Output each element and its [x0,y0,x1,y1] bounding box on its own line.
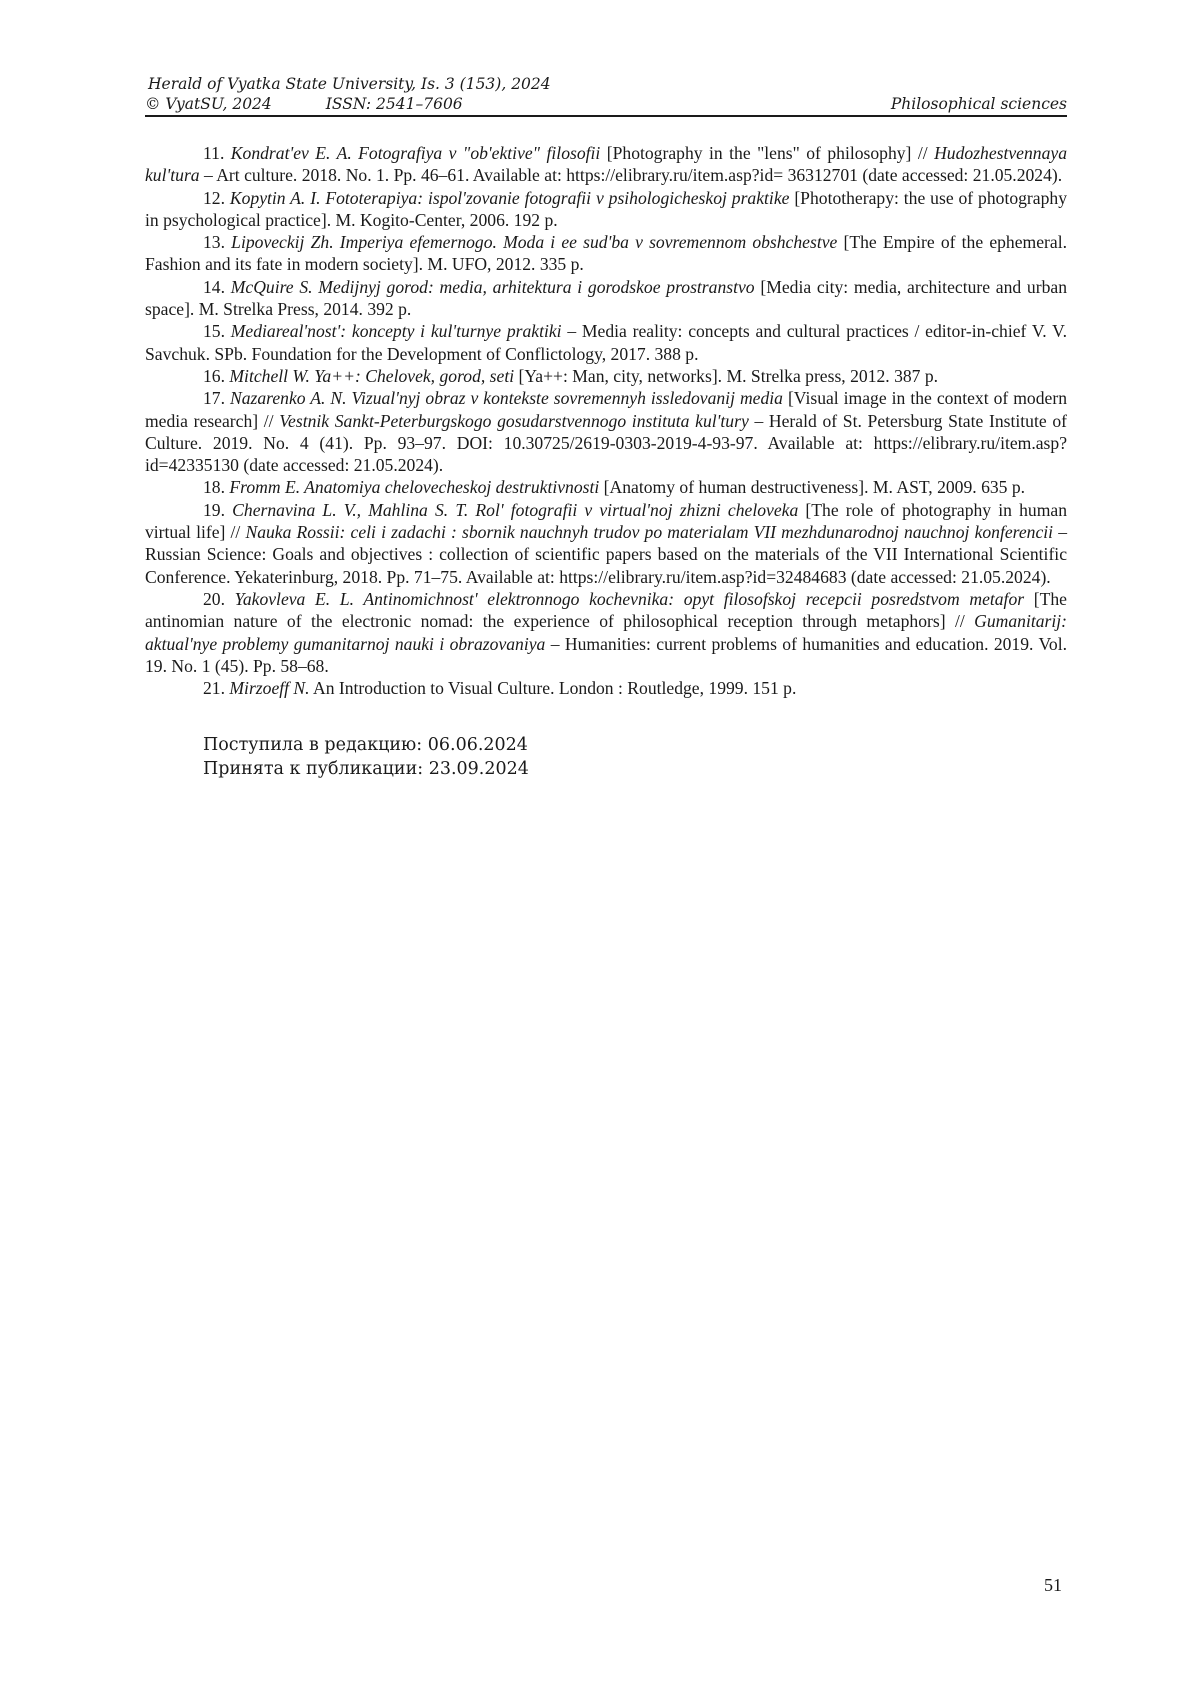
reference-number: 18. [203,477,225,498]
reference-item [145,677,1067,699]
reference-item [145,387,1067,476]
reference-text: [Anatomy of human destructiveness]. M. AST, 2009. 635 p. [599,477,1026,498]
reference-number: 13. [203,232,225,253]
submission-dates [203,733,1067,781]
reference-journal: Gumanitarij: aktual'nye problemy gumanitarnoj nauki i obrazovaniya [145,611,1067,654]
running-header [145,74,1067,117]
reference-author-title: Lipoveckij Zh. Imperiya efemernogo. Moda i ee sud'ba v sovremennom obshchestve [231,232,838,253]
reference-journal: Vestnik Sankt-Peterburgskogo gosudarstvennogo instituta kul'tury [279,410,749,431]
header-meta-line [145,94,1067,114]
reference-item [145,142,1067,187]
reference-author-title: Chernavina L. V., Mahlina S. T. Rol' fotografii v virtual'noj zhizni cheloveka [232,499,799,520]
reference-item [145,499,1067,588]
reference-number: 21. [203,678,225,699]
reference-text: [Photography in the "lens" of philosophy] // [600,143,935,163]
reference-journal: Nauka Rossii: celi i zadachi : sbornik nauchnyh trudov po materialam VII mezhdunarodnoj nauchnoj konferencii [245,522,1054,543]
reference-text: [The antinomian nature of the electronic nomad: the experience of philosophical reception through metaphors] // [145,588,1067,632]
reference-text: [Ya++: Man, city, networks]. M. Strelka press, 2012. 387 p. [514,365,939,386]
reference-text: [Visual image in the context of modern media research] // [145,388,1067,431]
reference-number: 14. [203,276,225,297]
section-name: Philosophical sciences [890,95,1067,113]
accepted-date: Принята к публикации: 23.09.2024 [203,759,529,780]
reference-text: [The role of photography in human virtual life] // [145,499,1067,543]
reference-number: 17. [203,388,225,409]
reference-number: 15. [203,321,225,342]
reference-author-title: Kopytin A. I. Fototerapiya: ispol'zovanie fotografii v psihologicheskoj praktike [229,187,790,208]
reference-item [145,320,1067,365]
reference-number: 12. [203,187,225,208]
reference-item [145,476,1067,498]
reference-number: 19. [203,499,225,520]
reference-author-title: Nazarenko A. N. Vizual'nyj obraz v kontekste sovremennyh issledovanij media [230,388,783,409]
reference-author-title: Kondrat'ev E. A. Fotografiya v "ob'ektive" filosofii [230,143,601,163]
reference-author-title: Mitchell W. Ya++: Chelovek, gorod, seti [229,365,515,386]
reference-text: [Media city: media, architecture and urban space]. M. Strelka Press, 2014. 392 p. [145,276,1067,320]
reference-number: 11. [203,143,225,163]
reference-author-title: Fromm E. Anatomiya chelovecheskoj destruktivnosti [229,477,600,498]
reference-text-continued: – Russian Science: Goals and objectives : collection of scientific papers based on the materials of the VII International Scientific Conference. Yekaterinburg, 2018. Pp. 71–75. Available at: https://elibrary.ru/item.asp?id=32484683 (date accessed: 21.05.2024). [145,522,1068,587]
header-divider [145,115,1067,117]
copyright-notice: © VyatSU, 2024 [145,95,272,113]
page-number: 51 [1044,1575,1062,1595]
reference-author-title: Yakovleva E. L. Antinomichnost' elektronnogo kochevnika: opyt filosofskoj recepcii posredstvom metafor [234,588,1025,609]
reference-text: An Introduction to Visual Culture. London : Routledge, 1999. 151 p. [309,678,797,699]
issn: ISSN: 2541–7606 [325,95,463,113]
reference-text: [The Empire of the ephemeral. Fashion and its fate in modern society]. M. UFO, 2012. 335 p. [145,232,1067,275]
reference-text: – Media reality: concepts and cultural practices / editor-in-chief V. V. Savchuk. SPb. Foundation for the Development of Conflictology, 2017. 388 p. [145,321,1067,364]
reference-author-title: Mediareal'nost': koncepty i kul'turnye praktiki [230,321,562,342]
reference-item [145,231,1067,276]
reference-item [145,588,1067,677]
reference-text-continued: – Humanities: current problems of humanities and education. 2019. Vol. 19. No. 1 (45). Pp. 58–68. [145,633,1067,676]
received-date: Поступила в редакцию: 06.06.2024 [203,735,528,756]
reference-text: [Phototherapy: the use of photography in psychological practice]. M. Kogito-Center, 2006. 192 p. [145,187,1067,230]
reference-author-title: McQuire S. Medijnyj gorod: media, arhitektura i gorodskoe prostranstvo [230,276,755,297]
reference-item [145,276,1067,321]
reference-number: 16. [203,365,225,386]
reference-text-continued: – Herald of St. Petersburg State Institute of Culture. 2019. No. 4 (41). Pp. 93–97. DOI: 10.30725/2619-0303-2019-4-93-97. Available at: https://elibrary.ru/item.asp?id=42335130 (date accessed: 21.05.2024). [145,410,1067,476]
reference-journal: Hudozhestvennaya kul'tura [145,143,1067,186]
reference-item [145,365,1067,387]
reference-list [145,142,1067,699]
reference-number: 20. [203,588,225,609]
reference-author-title: Mirzoeff N. [229,678,310,699]
reference-item [145,187,1067,232]
journal-title: Herald of Vyatka State University, Is. 3 (153), 2024 [148,75,551,93]
reference-text-continued: – Art culture. 2018. No. 1. Pp. 46–61. Available at: https://elibrary.ru/item.asp?id= 36312701 (date accessed: 21.05.2024). [199,165,1063,186]
